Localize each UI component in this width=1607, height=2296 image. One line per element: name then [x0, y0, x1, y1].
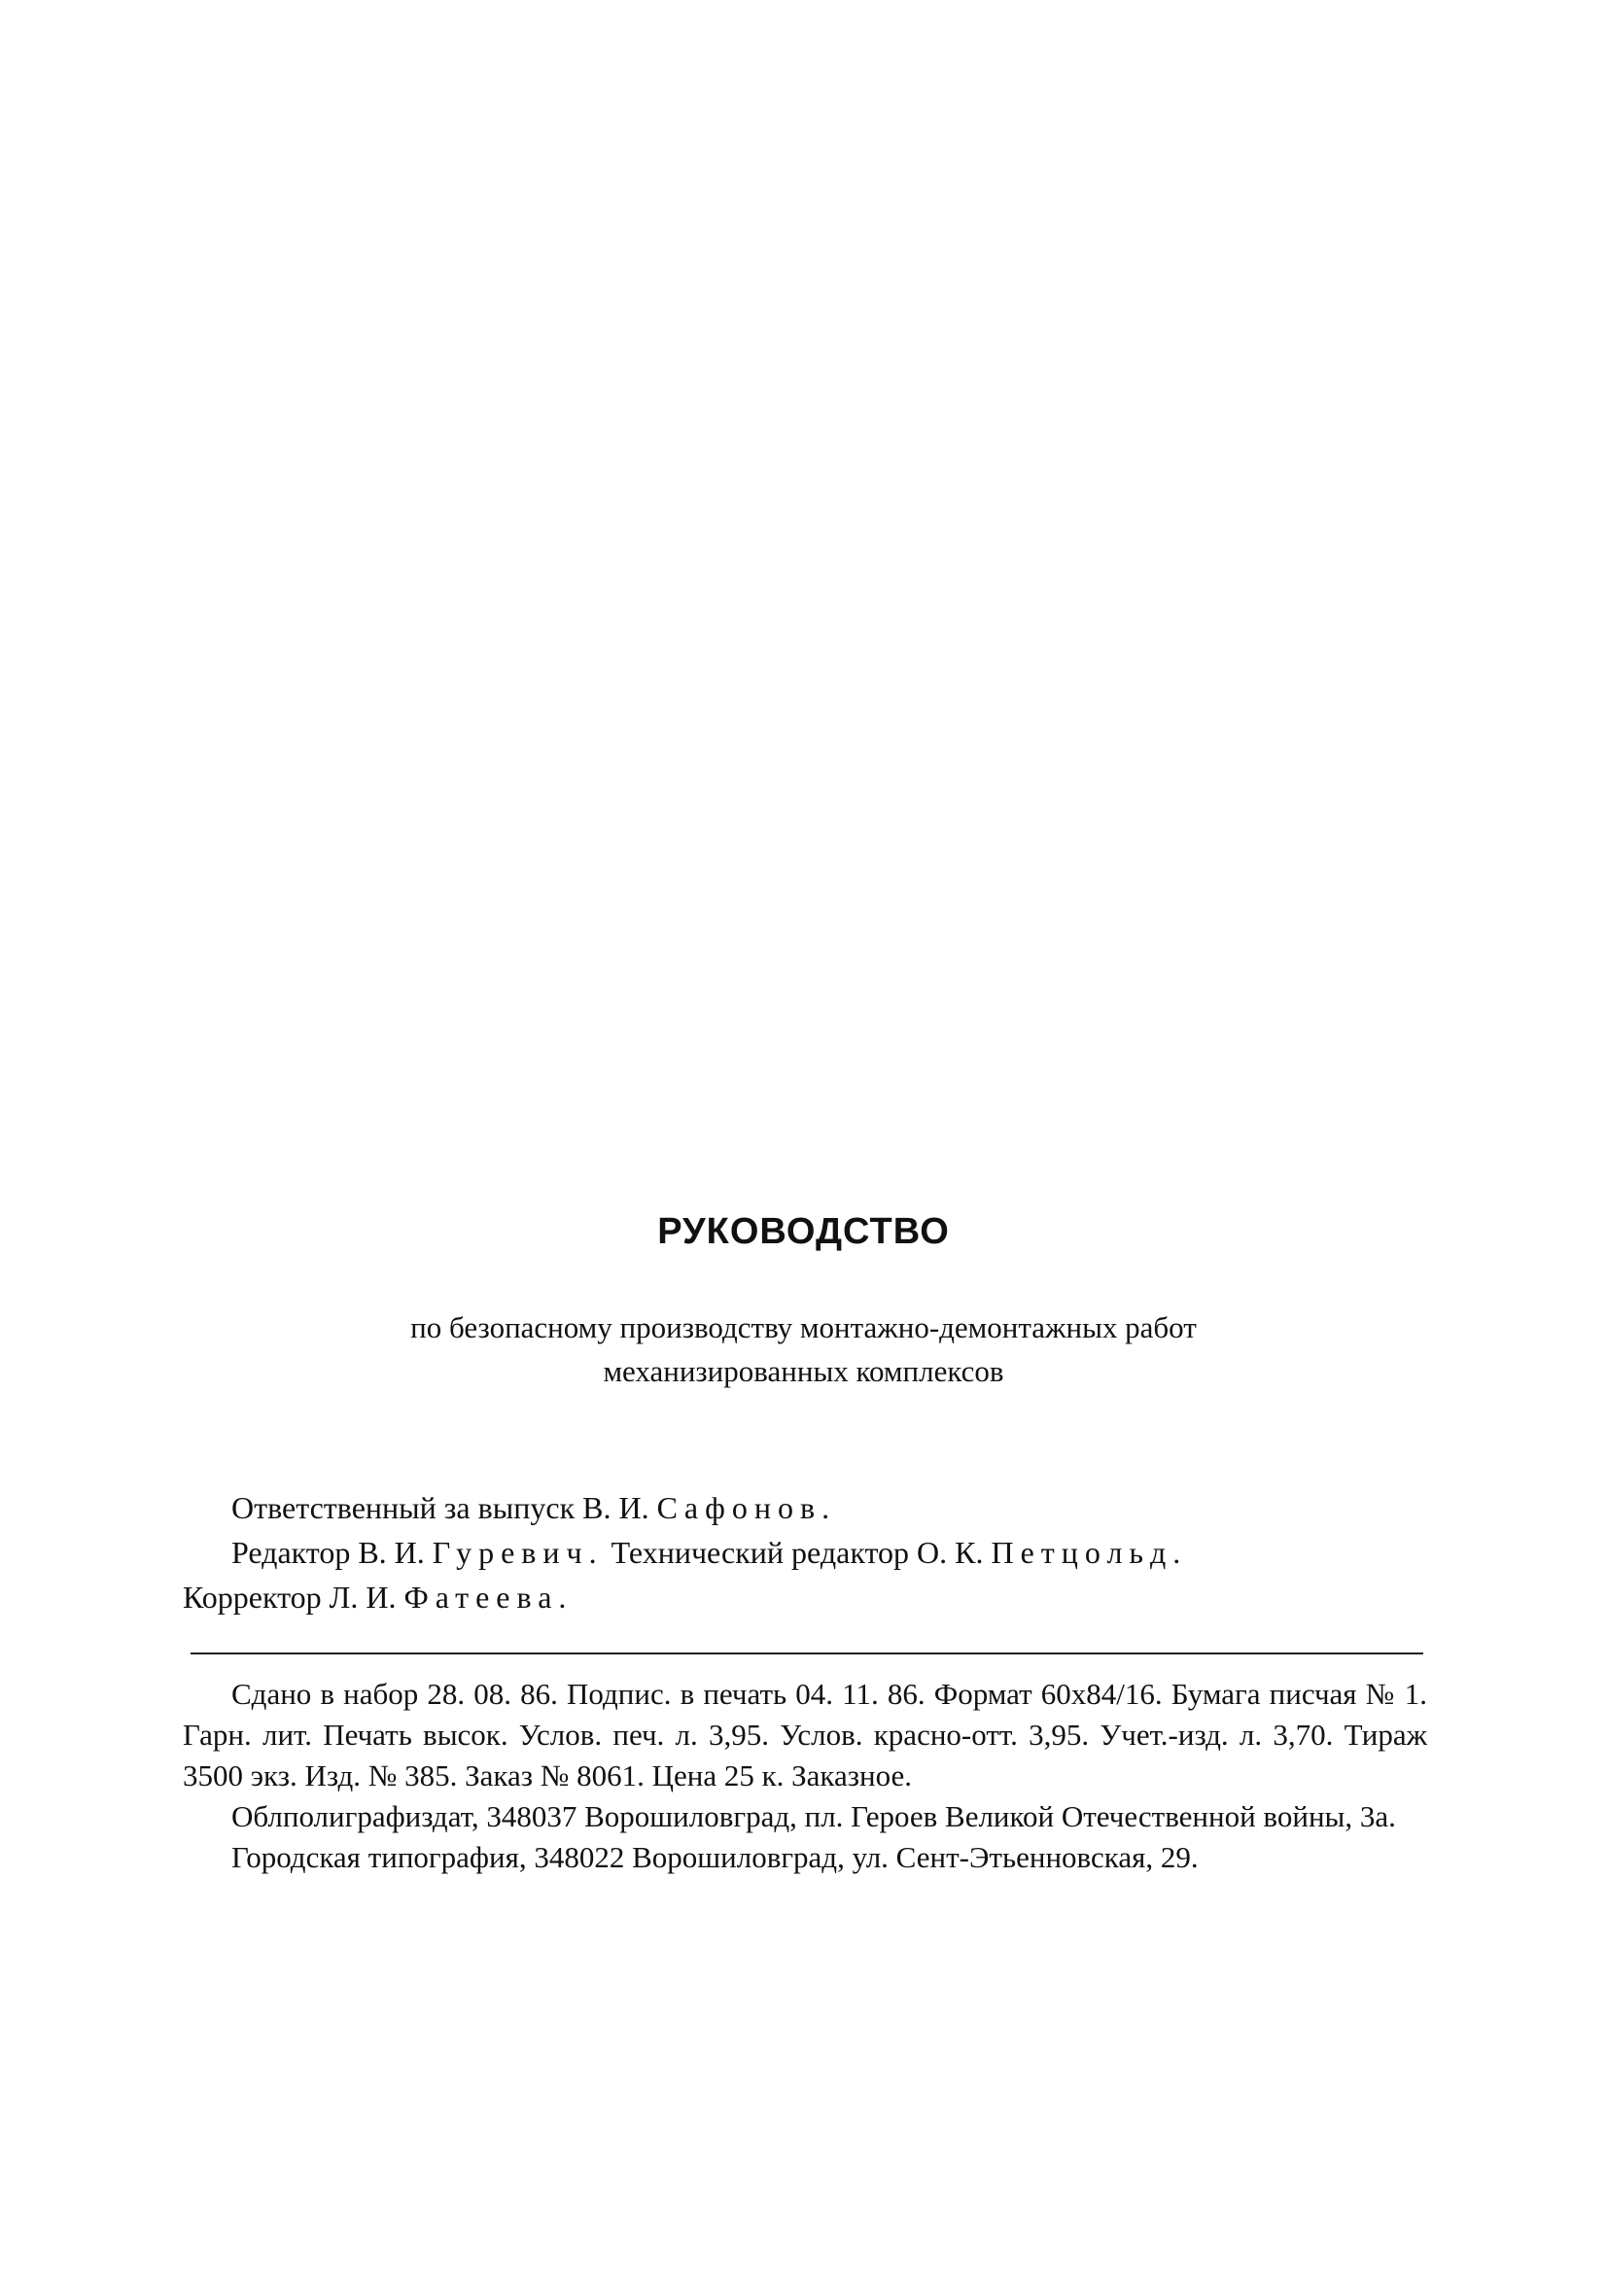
tech-editor-label: Технический редактор О. К. [611, 1535, 984, 1570]
editor-label: Редактор В. И. [231, 1535, 425, 1570]
printer-info: Городская типография, 348022 Ворошиловград, ул. Сент-Этьенновская, 29. [231, 1840, 1199, 1874]
tech-editor-name: Петцольд. [991, 1535, 1188, 1570]
document-title: РУКОВОДСТВО [657, 1211, 950, 1252]
editor-name: Гуревич. [432, 1535, 604, 1570]
document-subtitle-line-1: по безопасному производству монтажно-демонтажных работ [410, 1310, 1197, 1344]
responsible-line [183, 1485, 1427, 1530]
corrector-label: Корректор Л. И. [183, 1580, 397, 1615]
document-subtitle-line-2: механизированных комплексов [603, 1354, 1004, 1388]
divider-rule [191, 1652, 1423, 1654]
corrector-name: Фатеева. [403, 1580, 574, 1615]
corrector-line [183, 1575, 1427, 1619]
editor-line [183, 1530, 1427, 1575]
responsible-name: Сафонов. [656, 1490, 837, 1525]
imprint-block [183, 1674, 1427, 1878]
credits-block [183, 1485, 1427, 1619]
responsible-label: Ответственный за выпуск В. И. [231, 1490, 649, 1525]
publisher-info: Облполиграфиздат, 348037 Ворошиловград, пл. Героев Великой Отечественной войны, 3а. [231, 1799, 1396, 1833]
print-details: Сдано в набор 28. 08. 86. Подпис. в печать 04. 11. 86. Формат 60x84/16. Бумага писчая № 1. Гарн. лит. Печать высок. Услов. печ. л. 3,95. Услов. красно-отт. 3,95. Учет.-изд. л. 3,70. Тираж 3500 экз. Изд. № 385. Заказ № 8061. Цена 25 к. Заказное. [183, 1677, 1427, 1792]
